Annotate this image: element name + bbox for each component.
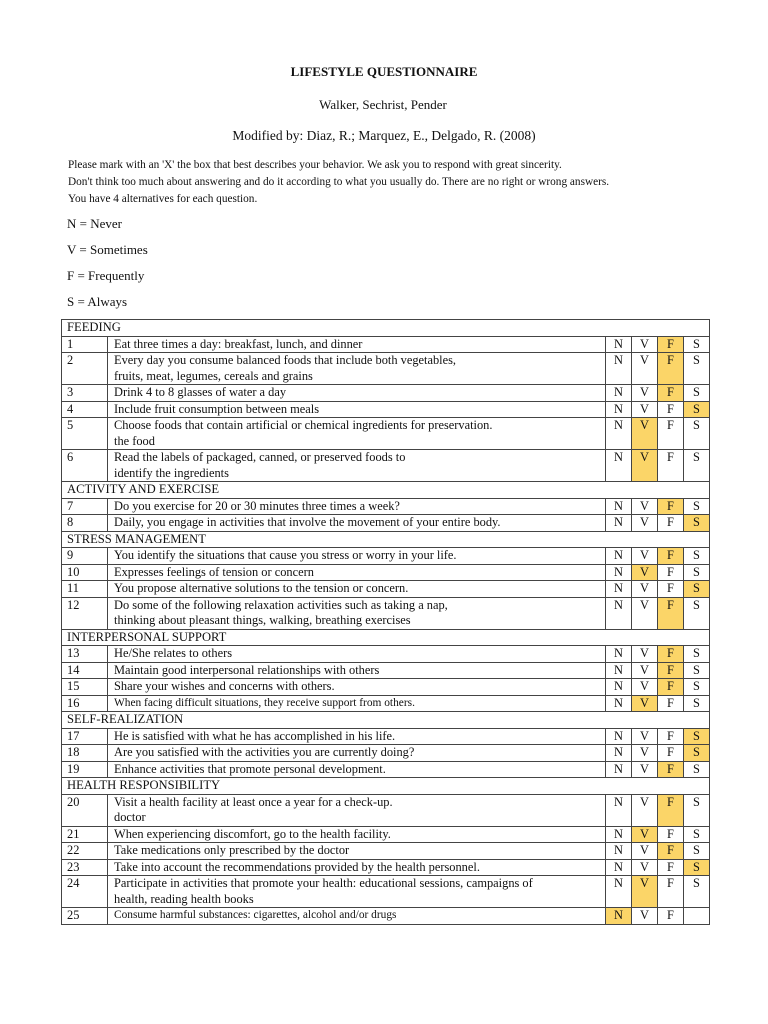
- answer-option-v[interactable]: V: [632, 826, 658, 843]
- question-number: 8: [62, 515, 108, 532]
- question-row: [62, 794, 710, 826]
- section-title: HEALTH RESPONSIBILITY: [62, 778, 710, 795]
- answer-option-v[interactable]: V: [632, 515, 658, 532]
- answer-option-n[interactable]: N: [606, 826, 632, 843]
- answer-option-f[interactable]: F: [658, 450, 684, 482]
- question-number: 18: [62, 745, 108, 762]
- answer-option-v[interactable]: V: [632, 876, 658, 908]
- question-text-line: the food: [114, 433, 155, 448]
- question-text-line: When facing difficult situations, they receive support from others.: [114, 696, 415, 709]
- question-row: [62, 597, 710, 629]
- question-number: 3: [62, 385, 108, 402]
- question-row: [62, 646, 710, 663]
- question-text-line: Consume harmful substances: cigarettes, alcohol and/or drugs: [114, 909, 397, 921]
- question-row: [62, 843, 710, 860]
- answer-option-s[interactable]: S: [684, 385, 710, 402]
- answer-option-s[interactable]: S: [684, 498, 710, 515]
- answer-option-f[interactable]: F: [658, 794, 684, 826]
- question-text-line: You propose alternative solutions to the tension or concern.: [114, 581, 409, 595]
- answer-option-v[interactable]: V: [632, 662, 658, 679]
- answer-option-s[interactable]: S: [684, 336, 710, 353]
- answer-option-v[interactable]: V: [632, 794, 658, 826]
- question-text: [108, 564, 606, 581]
- section-title: INTERPERSONAL SUPPORT: [62, 629, 710, 646]
- question-text: [108, 450, 606, 482]
- question-row: [62, 728, 710, 745]
- answer-option-n[interactable]: N: [606, 581, 632, 598]
- question-text-line: Daily, you engage in activities that involve the movement of your entire body.: [114, 515, 501, 529]
- answer-option-n[interactable]: N: [606, 515, 632, 532]
- answer-option-f[interactable]: F: [658, 761, 684, 778]
- question-text: [108, 794, 606, 826]
- question-text-line: Enhance activities that promote personal development.: [114, 761, 386, 776]
- question-number: 23: [62, 859, 108, 876]
- question-text-line: Are you satisfied with the activities you are currently doing?: [114, 745, 415, 759]
- instruction-line: Please mark with an 'X' the box that best describes your behavior. We ask you to respond with great sincerity.: [68, 159, 562, 171]
- question-number: 2: [62, 353, 108, 385]
- answer-option-s[interactable]: S: [684, 761, 710, 778]
- answer-option-s[interactable]: S: [684, 826, 710, 843]
- question-row: [62, 662, 710, 679]
- answer-option-v[interactable]: V: [632, 843, 658, 860]
- question-row: [62, 401, 710, 418]
- answer-option-v[interactable]: V: [632, 761, 658, 778]
- question-text: [108, 548, 606, 565]
- legend-sometimes: V = Sometimes: [67, 242, 148, 257]
- question-text-line: Take into account the recommendations provided by the health personnel.: [114, 859, 480, 874]
- question-text: [108, 859, 606, 876]
- question-text: [108, 761, 606, 778]
- answer-option-s[interactable]: S: [684, 646, 710, 663]
- answer-option-s[interactable]: S: [684, 597, 710, 629]
- answer-option-n[interactable]: N: [606, 876, 632, 908]
- answer-option-s[interactable]: S: [684, 418, 710, 450]
- answer-option-n[interactable]: N: [606, 843, 632, 860]
- question-number: 14: [62, 662, 108, 679]
- question-text-line: Expresses feelings of tension or concern: [114, 564, 314, 579]
- answer-option-f[interactable]: F: [658, 859, 684, 876]
- question-text-line: He/She relates to others: [114, 646, 233, 660]
- answer-option-s[interactable]: S: [684, 859, 710, 876]
- question-row: [62, 548, 710, 565]
- answer-option-s[interactable]: S: [684, 450, 710, 482]
- answer-option-s[interactable]: S: [684, 564, 710, 581]
- section-header-row: [62, 712, 710, 729]
- answer-option-n[interactable]: N: [606, 662, 632, 679]
- answer-option-s[interactable]: S: [684, 581, 710, 598]
- answer-option-n[interactable]: N: [606, 564, 632, 581]
- question-row: [62, 385, 710, 402]
- answer-option-f[interactable]: F: [658, 679, 684, 696]
- answer-option-f[interactable]: F: [658, 564, 684, 581]
- answer-option-s[interactable]: S: [684, 401, 710, 418]
- answer-option-n[interactable]: N: [606, 353, 632, 385]
- answer-option-f[interactable]: F: [658, 662, 684, 679]
- question-row: [62, 498, 710, 515]
- answer-option-f[interactable]: F: [658, 745, 684, 762]
- question-text: [108, 662, 606, 679]
- question-text: [108, 728, 606, 745]
- answer-option-f[interactable]: F: [658, 515, 684, 532]
- answer-option-s[interactable]: S: [684, 662, 710, 679]
- question-text-line: Drink 4 to 8 glasses of water a day: [114, 385, 287, 399]
- question-number: 9: [62, 548, 108, 565]
- answer-option-n[interactable]: N: [606, 597, 632, 629]
- answer-option-v[interactable]: V: [632, 745, 658, 762]
- question-text-line: thinking about pleasant things, walking, breathing exercises: [114, 613, 411, 627]
- section-title: FEEDING: [62, 320, 710, 337]
- question-number: 25: [62, 908, 108, 925]
- answer-option-v[interactable]: V: [632, 353, 658, 385]
- answer-option-v[interactable]: V: [632, 450, 658, 482]
- question-text: [108, 695, 606, 712]
- question-text-line: Eat three times a day: breakfast, lunch, and dinner: [114, 336, 363, 351]
- question-text: [108, 353, 606, 385]
- question-text: [108, 679, 606, 696]
- section-title: STRESS MANAGEMENT: [62, 531, 710, 548]
- question-text: [108, 418, 606, 450]
- authors-line: Walker, Sechrist, Pender: [319, 97, 447, 112]
- section-header-row: [62, 320, 710, 337]
- answer-option-f[interactable]: F: [658, 498, 684, 515]
- answer-option-s[interactable]: S: [684, 876, 710, 908]
- question-text-line: When experiencing discomfort, go to the health facility.: [114, 826, 391, 841]
- legend-always: S = Always: [67, 294, 128, 309]
- answer-option-n[interactable]: N: [606, 859, 632, 876]
- legend-frequently: F = Frequently: [67, 268, 145, 283]
- answer-option-n[interactable]: N: [606, 418, 632, 450]
- modified-by-line: Modified by: Diaz, R.; Marquez, E., Delgado, R. (2008): [232, 128, 536, 143]
- question-text-line: Include fruit consumption between meals: [114, 401, 320, 416]
- question-text-line: Do you exercise for 20 or 30 minutes three times a week?: [114, 498, 400, 513]
- answer-option-n[interactable]: N: [606, 679, 632, 696]
- question-number: 15: [62, 679, 108, 696]
- answer-option-v[interactable]: V: [632, 597, 658, 629]
- question-number: 11: [62, 581, 108, 598]
- question-row: [62, 876, 710, 908]
- question-text: [108, 646, 606, 663]
- question-text-line: Choose foods that contain artificial or chemical ingredients for preservation.: [114, 418, 493, 432]
- answer-option-n[interactable]: N: [606, 908, 632, 925]
- answer-option-f[interactable]: F: [658, 353, 684, 385]
- question-text-line: health, reading health books: [114, 891, 254, 906]
- question-row: [62, 745, 710, 762]
- answer-option-v[interactable]: V: [632, 646, 658, 663]
- question-text: [108, 876, 606, 908]
- answer-option-s[interactable]: S: [684, 679, 710, 696]
- question-text-line: identify the ingredients: [114, 465, 229, 480]
- question-row: [62, 761, 710, 778]
- question-text: [108, 581, 606, 598]
- question-row: [62, 418, 710, 450]
- question-number: 5: [62, 418, 108, 450]
- answer-option-f[interactable]: F: [658, 843, 684, 860]
- question-text: [108, 826, 606, 843]
- question-number: 19: [62, 761, 108, 778]
- answer-option-f[interactable]: F: [658, 908, 684, 925]
- answer-option-s[interactable]: [684, 908, 710, 925]
- question-text: [108, 843, 606, 860]
- question-text: [108, 597, 606, 629]
- answer-option-v[interactable]: V: [632, 728, 658, 745]
- question-row: [62, 826, 710, 843]
- answer-option-s[interactable]: S: [684, 695, 710, 712]
- question-number: 4: [62, 401, 108, 418]
- instruction-line: Don't think too much about answering and do it according to what you usually do. There are no right or wrong answers.: [68, 176, 610, 188]
- section-header-row: [62, 778, 710, 795]
- question-text-line: Visit a health facility at least once a year for a check-up.: [114, 794, 393, 809]
- question-row: [62, 581, 710, 598]
- question-row: [62, 679, 710, 696]
- question-number: 17: [62, 728, 108, 745]
- question-number: 16: [62, 695, 108, 712]
- question-text-line: Maintain good interpersonal relationships with others: [114, 662, 380, 677]
- question-row: [62, 515, 710, 532]
- answer-option-v[interactable]: V: [632, 548, 658, 565]
- answer-option-n[interactable]: N: [606, 761, 632, 778]
- question-text: [108, 498, 606, 515]
- question-row: [62, 450, 710, 482]
- answer-option-f[interactable]: F: [658, 728, 684, 745]
- question-number: 21: [62, 826, 108, 843]
- answer-option-f[interactable]: F: [658, 876, 684, 908]
- answer-option-v[interactable]: V: [632, 385, 658, 402]
- question-number: 13: [62, 646, 108, 663]
- question-number: 1: [62, 336, 108, 353]
- answer-option-n[interactable]: N: [606, 646, 632, 663]
- question-row: [62, 859, 710, 876]
- question-text-line: Read the labels of packaged, canned, or preserved foods to: [114, 450, 406, 464]
- answer-option-n[interactable]: N: [606, 385, 632, 402]
- question-number: 7: [62, 498, 108, 515]
- question-text: [108, 401, 606, 418]
- answer-option-n[interactable]: N: [606, 548, 632, 565]
- question-number: 24: [62, 876, 108, 908]
- question-text: [108, 515, 606, 532]
- section-title: ACTIVITY AND EXERCISE: [62, 482, 710, 499]
- answer-option-s[interactable]: S: [684, 745, 710, 762]
- answer-option-v[interactable]: V: [632, 695, 658, 712]
- question-number: 6: [62, 450, 108, 482]
- question-text-line: Share your wishes and concerns with others.: [114, 679, 335, 693]
- answer-option-n[interactable]: N: [606, 401, 632, 418]
- question-text-line: fruits, meat, legumes, cereals and grains: [114, 368, 313, 383]
- answer-option-f[interactable]: F: [658, 695, 684, 712]
- legend-never: N = Never: [67, 216, 122, 231]
- question-number: 12: [62, 597, 108, 629]
- question-row: [62, 353, 710, 385]
- answer-option-n[interactable]: N: [606, 745, 632, 762]
- question-row: [62, 908, 710, 925]
- question-text: [108, 908, 606, 925]
- answer-option-f[interactable]: F: [658, 646, 684, 663]
- section-header-row: [62, 629, 710, 646]
- document-title: LIFESTYLE QUESTIONNAIRE: [290, 64, 478, 79]
- section-title: SELF-REALIZATION: [62, 712, 710, 729]
- question-row: [62, 695, 710, 712]
- question-row: [62, 564, 710, 581]
- answer-option-f[interactable]: F: [658, 826, 684, 843]
- answer-option-f[interactable]: F: [658, 336, 684, 353]
- answer-option-f[interactable]: F: [658, 385, 684, 402]
- answer-option-n[interactable]: N: [606, 794, 632, 826]
- answer-option-v[interactable]: V: [632, 679, 658, 696]
- question-text-line: He is satisfied with what he has accomplished in his life.: [114, 728, 396, 743]
- question-text-line: Every day you consume balanced foods that include both vegetables,: [114, 353, 457, 367]
- answer-option-v[interactable]: V: [632, 418, 658, 450]
- answer-option-s[interactable]: S: [684, 728, 710, 745]
- answer-option-n[interactable]: N: [606, 695, 632, 712]
- answer-option-v[interactable]: V: [632, 581, 658, 598]
- answer-option-n[interactable]: N: [606, 450, 632, 482]
- questionnaire-table: [61, 319, 710, 925]
- answer-option-s[interactable]: S: [684, 515, 710, 532]
- question-text-line: You identify the situations that cause you stress or worry in your life.: [114, 548, 457, 562]
- answer-option-f[interactable]: F: [658, 401, 684, 418]
- instruction-line: You have 4 alternatives for each question.: [68, 193, 258, 205]
- answer-option-n[interactable]: N: [606, 728, 632, 745]
- section-header-row: [62, 531, 710, 548]
- answer-option-f[interactable]: F: [658, 581, 684, 598]
- section-header-row: [62, 482, 710, 499]
- question-text-line: doctor: [114, 810, 146, 824]
- question-number: 22: [62, 843, 108, 860]
- answer-option-v[interactable]: V: [632, 859, 658, 876]
- answer-option-v[interactable]: V: [632, 401, 658, 418]
- answer-option-s[interactable]: S: [684, 794, 710, 826]
- question-text: [108, 336, 606, 353]
- question-number: 10: [62, 564, 108, 581]
- answer-option-v[interactable]: V: [632, 564, 658, 581]
- answer-option-s[interactable]: S: [684, 353, 710, 385]
- question-text: [108, 385, 606, 402]
- answer-option-v[interactable]: V: [632, 908, 658, 925]
- answer-option-f[interactable]: F: [658, 548, 684, 565]
- answer-option-f[interactable]: F: [658, 418, 684, 450]
- answer-option-f[interactable]: F: [658, 597, 684, 629]
- question-text-line: Participate in activities that promote your health: educational sessions, campaigns of: [114, 876, 533, 890]
- question-text-line: Do some of the following relaxation activities such as taking a nap,: [114, 597, 448, 612]
- answer-option-s[interactable]: S: [684, 548, 710, 565]
- question-number: 20: [62, 794, 108, 826]
- answer-option-s[interactable]: S: [684, 843, 710, 860]
- answer-option-n[interactable]: N: [606, 498, 632, 515]
- answer-option-v[interactable]: V: [632, 498, 658, 515]
- question-row: [62, 336, 710, 353]
- question-text: [108, 745, 606, 762]
- answer-option-v[interactable]: V: [632, 336, 658, 353]
- answer-option-n[interactable]: N: [606, 336, 632, 353]
- question-text-line: Take medications only prescribed by the doctor: [114, 843, 350, 857]
